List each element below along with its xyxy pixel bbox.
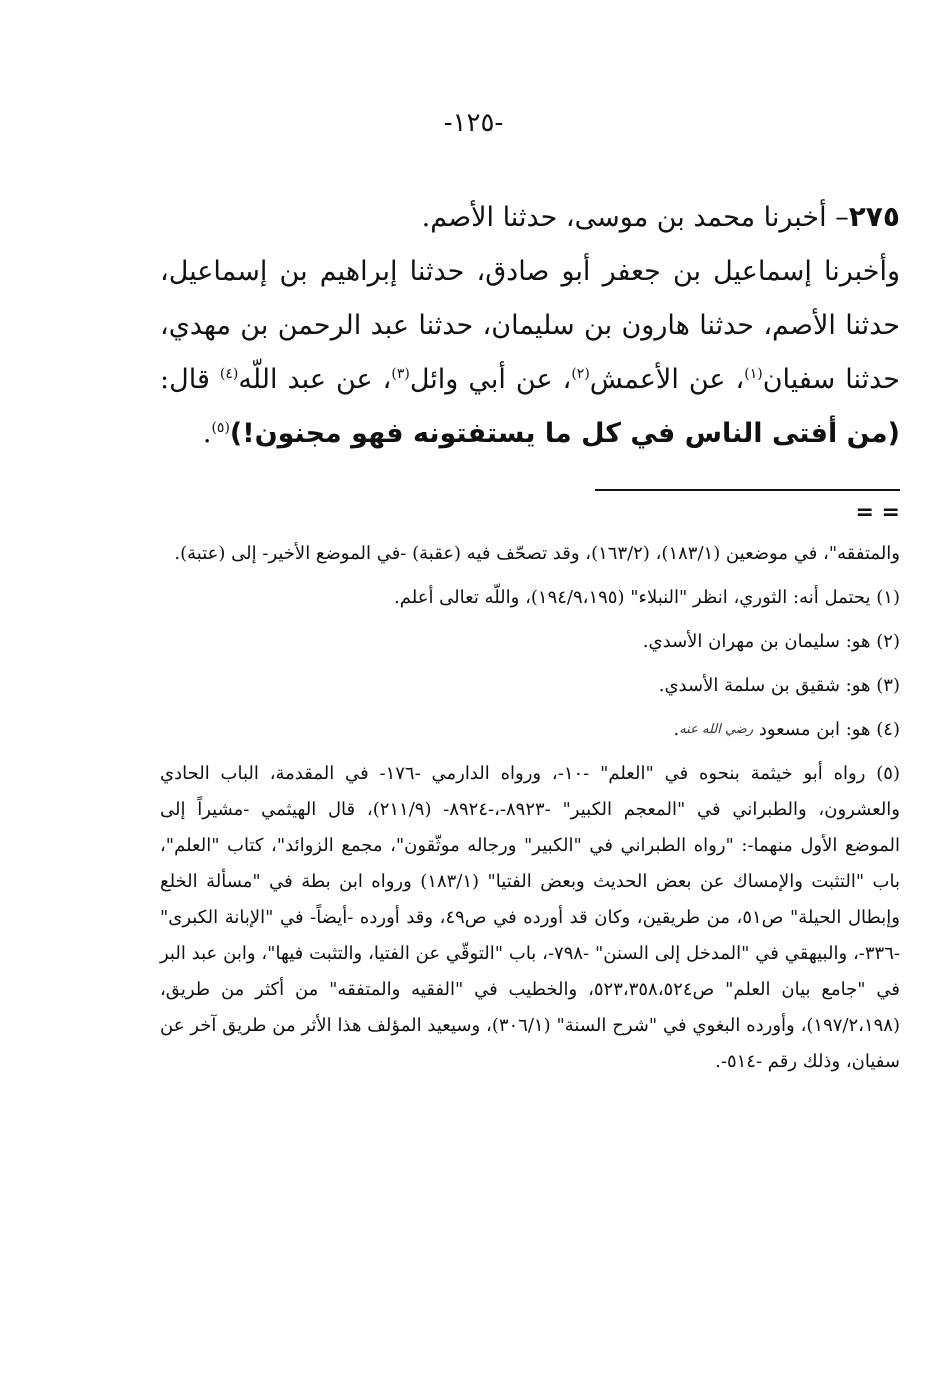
footnote-ref-3[interactable]: (٣) [391,366,410,382]
continuation-mark: = = [855,500,900,525]
hadith-chain [160,245,900,461]
hadith-intro-line [160,190,900,245]
honorific-seal-icon: رضي الله عنه [679,722,754,737]
continuation-line-1: والمتفقه"، في موضعين (١٨٣/١)، (١٦٣/٢)، وقد تصحّف فيه (عقبة) -في الموضع الأخير- [262,543,900,564]
footnote-ref-4[interactable]: (٤) [219,366,239,382]
separator: ، عن [505,364,572,395]
footnote-2: (٢) هو: سليمان بن مهران الأسدي. [642,631,900,652]
footnote-1: (١) يحتمل أنه: الثوري، انظر "النبلاء" (١٩٤/٩،١٩٥)، واللّه تعالى أعلم. [394,587,900,608]
separator: قال: [160,364,220,395]
footnote-ref-2[interactable]: (٢) [571,366,590,382]
narrator-abdullah: عبد اللّه [238,364,326,395]
hadith-intro: – أخبرنا محمد بن موسى، حدثنا الأصم. [421,202,849,233]
separator: ، عن [325,364,392,395]
page-number: -١٢٥- [443,108,504,138]
continuation-line-2: إلى (عتبة). [174,543,257,564]
narrator-sufyan: سفيان [762,364,836,395]
hadith-number: ٢٧٥ [848,200,900,233]
footnote-4-text: (٤) هو: ابن مسعود [758,719,900,740]
footnote-ref-1[interactable]: (١) [744,366,763,382]
footnote-4: (٤) هو: ابن مسعود رضي الله عنه. [160,712,900,748]
hadith-quote: (من أفتى الناس في كل ما يستفتونه فهو مجنون!) [229,418,900,449]
narrator-amash: الأعمش [589,364,679,395]
separator: ، عن [678,364,745,395]
footnote-separator-rule [595,489,900,491]
footnote-5: (٥) رواه أبو خيثمة بنحوه في "العلم" -١٠-، ورواه الدارمي -١٧٦- في المقدمة، الباب الحادي والعشرون، والطبراني في "المعجم الكبير" -٨٩٢٣-،-٨٩٢٤- (٢١١/٩)، قال الهيثمي -مشيراً إلى الموضع الأول منهما-: "رواه الطبراني في "الكبير" ورجاله موثّقون"، مجمع الزوائد"، كتاب "العلم"، باب "التثبت والإمساك عن بعض الحديث وبعض الفتيا" (١٨٣/١) ورواه ابن بطة في "مسألة الخلع وإبطال الحيلة" ص٥١، من طريقين، وكان قد أورده في ص٤٩، وقد أورده -أيضاً- في "الإبانة الكبرى" -٣٣٦-، والبيهقي في "المدخل إلى السنن" -٧٩٨-، باب "التوقّي عن الفتيا، والتثبت فيها"، وابن عبد البر في "جامع بيان العلم" ص٥٢٣،٣٥٨،٥٢٤، والخطيب في "الفقيه والمتفقه" من أكثر من طريق، (١٩٧/٢،١٩٨)، وأورده البغوي في "شرح السنة" (٣٠٦/١)، وسيعيد المؤلف هذا الأثر من طريق آخر عن سفيان، وذلك رقم -٥١٤-. [160,763,900,1072]
footnote-ref-5[interactable]: (٥) [211,420,230,436]
chain-text: وأخبرنا إسماعيل بن جعفر أبو صادق، حدثنا إبراهيم بن إسماعيل، حدثنا الأصم، حدثنا هارون بن سليمان، حدثنا عبد الرحمن بن مهدي، حدثنا [160,256,900,395]
hadith-end: . [202,418,212,449]
hadith-text [160,190,900,461]
narrator-abu-wail: أبي وائل [409,364,506,395]
footnote-continuation [160,536,900,572]
footnotes-section [160,536,900,1088]
footnote-3: (٣) هو: شقيق بن سلمة الأسدي. [658,675,900,696]
